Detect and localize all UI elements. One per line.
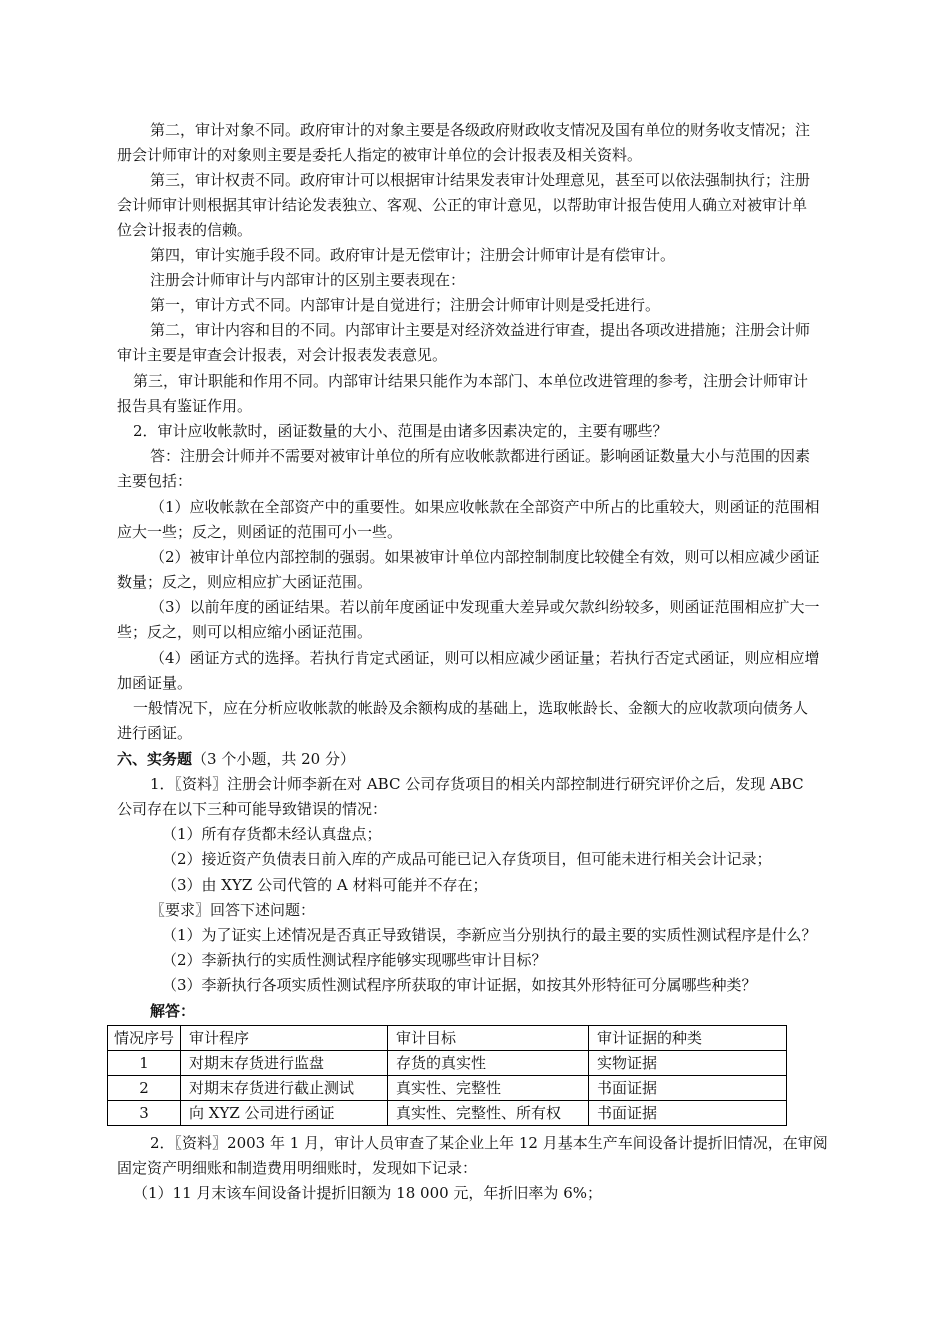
table-header-cell: 审计目标 — [388, 1026, 589, 1051]
requirement-item: （2）李新执行的实质性测试程序能够实现哪些审计目标？ — [162, 951, 547, 969]
table-cell: 向 XYZ 公司进行函证 — [181, 1101, 388, 1126]
condition-item: （2）接近资产负债表日前入库的产成品可能已记入存货项目，但可能未进行相关会计记录； — [162, 850, 772, 868]
list-item-line: 应大一些；反之，则函证的范围可小一些。 — [117, 523, 403, 541]
paragraph-line: 第二，审计对象不同。政府审计的对象主要是各级政府财政收支情况及国有单位的财务收支情况；注 — [150, 121, 811, 139]
condition-item: （1）11 月末该车间设备计提折旧额为 18 000 元，年折旧率为 6%； — [133, 1184, 602, 1202]
paragraph-line: 第四，审计实施手段不同。政府审计是无偿审计；注册会计师审计是有偿审计。 — [150, 246, 676, 264]
answer-label: 解答： — [150, 1002, 196, 1020]
table-cell: 书面证据 — [589, 1101, 787, 1126]
list-item-line: 些；反之，则可以相应缩小函证范围。 — [117, 623, 373, 641]
answer-line: 答：注册会计师并不需要对被审计单位的所有应收帐款都进行函证。影响函证数量大小与范围的因素 — [150, 447, 811, 465]
question-text: 2．审计应收帐款时，函证数量的大小、范围是由诸多因素决定的，主要有哪些？ — [133, 422, 668, 440]
table-cell: 实物证据 — [589, 1051, 787, 1076]
table-header-cell: 审计程序 — [181, 1026, 388, 1051]
paragraph-line: 第三，审计权责不同。政府审计可以根据审计结果发表审计处理意见，甚至可以依法强制执行；注册 — [150, 171, 811, 189]
table-row — [108, 1101, 787, 1126]
condition-item: （1）所有存货都未经认真盘点； — [162, 825, 382, 843]
paragraph-line: 第二，审计内容和目的不同。内部审计主要是对经济效益进行审查，提出各项改进措施；注册会计师 — [150, 321, 811, 339]
table-header-cell: 情况序号 — [108, 1026, 181, 1051]
table-header-row — [108, 1026, 787, 1051]
table-cell: 书面证据 — [589, 1076, 787, 1101]
table-header-cell: 审计证据的种类 — [589, 1026, 787, 1051]
table-cell: 真实性、完整性 — [388, 1076, 589, 1101]
paragraph-line: 注册会计师审计与内部审计的区别主要表现在： — [150, 271, 466, 289]
table-cell: 2 — [108, 1076, 181, 1101]
answer-line: 主要包括： — [117, 472, 193, 490]
section-heading-note: （3 个小题，共 20 分） — [192, 750, 355, 768]
answer-table — [107, 1025, 787, 1126]
summary-line: 进行函证。 — [117, 724, 193, 742]
table-row — [108, 1051, 787, 1076]
list-item-line: （1）应收帐款在全部资产中的重要性。如果应收帐款在全部资产中所占的比重较大，则函证的范围相 — [150, 498, 820, 516]
paragraph-line: 第三，审计职能和作用不同。内部审计结果只能作为本部门、本单位改进管理的参考，注册会计师审计 — [133, 372, 809, 390]
paragraph-line: 第一，审计方式不同。内部审计是自觉进行；注册会计师审计则是受托进行。 — [150, 296, 661, 314]
paragraph-line: 审计主要是审查会计报表，对会计报表发表意见。 — [117, 346, 448, 364]
requirement-item: （3）李新执行各项实质性测试程序所获取的审计证据，如按其外形特征可分属哪些种类？ — [162, 976, 757, 994]
list-item-line: 加函证量。 — [117, 674, 193, 692]
list-item-line: （2）被审计单位内部控制的强弱。如果被审计单位内部控制制度比较健全有效，则可以相应减少函证 — [150, 548, 820, 566]
paragraph-line: 册会计师审计的对象则主要是委托人指定的被审计单位的会计报表及相关资料。 — [117, 146, 643, 164]
paragraph-line: 报告具有鉴证作用。 — [117, 397, 253, 415]
section-heading — [117, 750, 355, 768]
paragraph-line: 位会计报表的信赖。 — [117, 221, 253, 239]
table-cell: 真实性、完整性、所有权 — [388, 1101, 589, 1126]
section-heading-title: 六、实务题 — [117, 750, 193, 768]
list-item-line: （3）以前年度的函证结果。若以前年度函证中发现重大差异或欠款纠纷较多，则函证范围相应扩大一 — [150, 598, 820, 616]
table-cell: 存货的真实性 — [388, 1051, 589, 1076]
table-cell: 对期末存货进行截止测试 — [181, 1076, 388, 1101]
problem-line: 固定资产明细账和制造费用明细账时，发现如下记录： — [117, 1159, 478, 1177]
list-item-line: （4）函证方式的选择。若执行肯定式函证，则可以相应减少函证量；若执行否定式函证，则应相应增 — [150, 649, 820, 667]
table-cell: 3 — [108, 1101, 181, 1126]
requirement-label: 〖要求〗回答下述问题： — [150, 901, 316, 919]
problem-line: 1．〖资料〗注册会计师李新在对 ABC 公司存货项目的相关内部控制进行研究评价之后，发现 ABC — [150, 775, 804, 793]
requirement-item: （1）为了证实上述情况是否真正导致错误，李新应当分别执行的最主要的实质性测试程序是什么？ — [162, 926, 817, 944]
table-row — [108, 1076, 787, 1101]
summary-line: 一般情况下，应在分析应收帐款的帐龄及余额构成的基础上，选取帐龄长、金额大的应收款项向债务人 — [133, 699, 809, 717]
problem-line: 公司存在以下三种可能导致错误的情况： — [117, 800, 388, 818]
paragraph-line: 会计师审计则根据其审计结论发表独立、客观、公正的审计意见，以帮助审计报告使用人确立对被审计单 — [117, 196, 808, 214]
condition-item: （3）由 XYZ 公司代管的 A 材料可能并不存在； — [162, 876, 488, 894]
table-cell: 1 — [108, 1051, 181, 1076]
list-item-line: 数量；反之，则应相应扩大函证范围。 — [117, 573, 373, 591]
table-cell: 对期末存货进行监盘 — [181, 1051, 388, 1076]
problem-line: 2．〖资料〗2003 年 1 月，审计人员审查了某企业上年 12 月基本生产车间设备计提折旧情况，在审阅 — [150, 1134, 828, 1152]
